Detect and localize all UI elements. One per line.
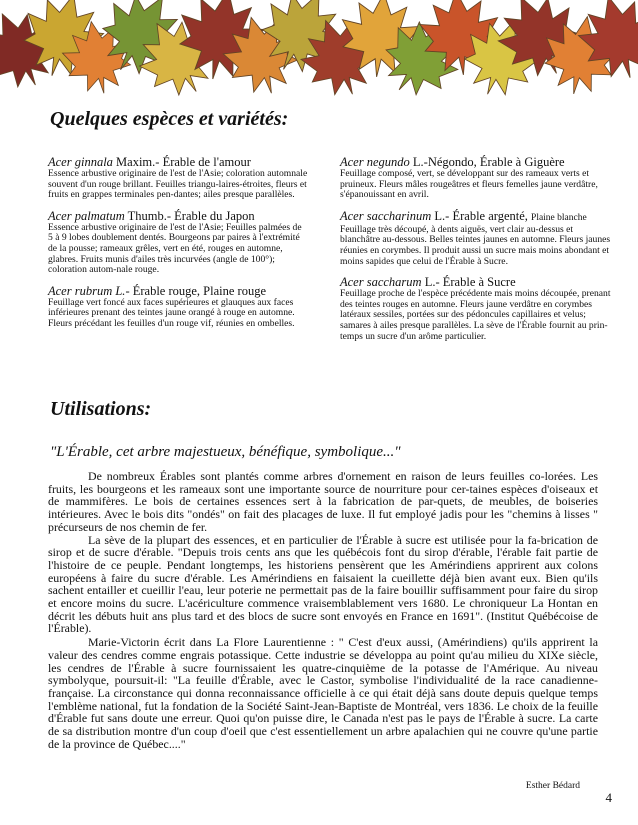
species-description: Feuillage composé, vert, se développant sur des rameaux verts et pruineux. Fleurs mâles rougeâtres et fleurs femelles jaune verdâtre, s'épanouissant en avril.	[340, 168, 598, 201]
species-common-name: L.- Érable à Sucre	[421, 275, 516, 290]
species-alt-name: Plaine blanche	[531, 212, 587, 223]
species-latin-name: Acer saccharinum	[340, 208, 432, 223]
species-description: Essence arbustive originaire de l'est de l'Asie; coloration automnale souvent d'un rouge brillant. Feuilles triangu-laires-étroites, fleurs et fruits en grappes terminales pen-dantes; ailes presque parallèles.	[48, 168, 308, 201]
paragraph: De nombreux Érables sont plantés comme arbres d'ornement en raison de leurs feuilles co-lorées. Les fruits, les bourgeons et les rameaux sont une importante source de nourriture pour cer-taines espèces d'oiseaux et de mammifères. Le bois de certaines essences sert à la fabrication de par-quets, de meubles, de boiseries intérieures. Avec le bois dits "ondés" on fait des placages de luxe. Il fut employé jadis pour les "chemins à lisses " précurseurs de nos chemin de fer.	[48, 469, 598, 534]
pull-quote: "L'Érable, cet arbre majestueux, bénéfique, symbolique..."	[50, 444, 401, 460]
uses-body-text	[48, 470, 598, 750]
paragraph: Marie-Victorin écrit dans La Flore Laurentienne : " C'est d'eux aussi, (Amérindiens) qu'ils apprirent la valeur des cendres comme engrais potassique. Cette industrie se développa au point qu'au milieu du XIXe siècle, les cendres de l'Érable à sucre fournissaient les quatre-cinquième de la potasse de l'Amérique. Au niveau symbolyque, poursuit-il: "La feuille d'Érable, avec le Castor, symbolise l'individualité de la race canadienne-française. La circonstance qui donna reconnaissance officielle à ce qui était déjà sans doute depuis quelque temps l'emblème national, fut la fondation de la Société Saint-Jean-Baptiste de Montréal, vers 1836. Le choix de la feuille d'Érable fut sans doute une erreur. Quoi qu'on puisse dire, le Canada n'est pas le pays de l'Érable à sucre. La carte de sa distribution montre d'un coup d'oeil que c'est essentiellement un arbre apalachien qui ne couvre qu'une partie de la province de Québec...."	[48, 635, 598, 751]
section-heading-uses: Utilisations:	[50, 398, 152, 420]
species-latin-name: Acer rubrum L.	[48, 283, 126, 298]
species-entry	[340, 156, 612, 201]
species-entry	[48, 285, 308, 330]
species-title	[340, 210, 612, 225]
species-column-right	[340, 156, 612, 351]
species-entry	[340, 210, 612, 267]
species-common-name: L.- Érable argenté,	[431, 208, 532, 223]
species-description: Feuillage très découpé, à dents aiguës, vert clair au-dessus et blanchâtre au-dessous. Belles teintes jaunes en automne. Fleurs jaunes réunies en corymbes. Il produit aussi un sucre mais moins abondant et moins sapides que celui de l'Érable à Sucre.	[340, 223, 611, 267]
species-title	[48, 285, 308, 298]
species-latin-name: Acer negundo	[340, 155, 410, 169]
species-common-name: Thumb.- Érable du Japon	[124, 208, 255, 223]
paragraph: La sève de la plupart des essences, et en particulier de l'Érable à sucre est utilisée pour la fa-brication de sirop et de sucre d'érable. "Depuis trois cents ans que les québécois font du sirop d'érable, l'érable fait partie de l'histoire de ce peuple. Pendant longtemps, les historiens pensèrent que les Amérindiens apprirent aux colons européens à faire du sucre d'érable. Les Amérindiens en faisaient la cueillette déjà bien avant eux. Bien qu'ils sachent entailler et cueillir l'eau, leur poterie ne permettait pas de la faire bouillir suffisamment pour faire du sirop et encore moins du sucre. L'acériculture commence vraisemblablement vers 1680. Le chroniqueur La Hontan en décrit les débuts huit ans plus tard et des blocs de sucre sont envoyés en France en 1691". (Institut Québécoise de l'Érable).	[48, 532, 598, 636]
author-signature: Esther Bédard	[525, 781, 580, 791]
species-common-name: Maxim.- Érable de l'amour	[112, 155, 251, 169]
section-heading-species: Quelques espèces et variétés:	[50, 108, 289, 130]
species-entry	[340, 276, 612, 342]
species-common-name: - Érable rouge, Plaine rouge	[125, 283, 267, 298]
species-description: Essence arbustive originaire de l'est de l'Asie; Feuilles palmées de 5 à 9 lobes doublement dentés. Bourgeons par paires à l'extrémité de la pousse; rameaux grêles, vert en été, rouges en automne, glabres. Fruits munis d'ailes très incurvées (angle de 100°); coloration autom-nale rouge.	[48, 221, 302, 276]
species-title	[48, 210, 308, 223]
species-latin-name: Acer palmatum	[48, 208, 125, 223]
autumn-leaves-banner	[0, 0, 638, 98]
species-latin-name: Acer saccharum	[340, 275, 422, 290]
species-description: Feuillage vert foncé aux faces supérieures et glauques aux faces inférieures prenant des teintes jaune orangé à rouge en automne. Fleurs précédant les feuilles d'un rouge vif, réunies en ombelles.	[48, 296, 295, 329]
page-number: 4	[605, 790, 612, 805]
species-entry	[48, 156, 308, 201]
maple-leaves-illustration	[0, 0, 638, 98]
species-column-left	[48, 156, 308, 339]
species-description: Feuillage proche de l'espèce précédente mais moins découpée, prenant des teintes rouges en automne. Fleurs jaune verdâtre en corymbes latéraux sessiles, portées sur des pédoncules capillaires et velus; samares à ailes presque parallèles. La sève de l'Érable fournit au prin-temps un sucre d'un arôme particulier.	[340, 288, 611, 342]
species-latin-name: Acer ginnala	[48, 155, 113, 169]
species-entry	[48, 210, 308, 276]
species-common-name: L.-Négondo, Érable à Giguère	[409, 155, 565, 169]
